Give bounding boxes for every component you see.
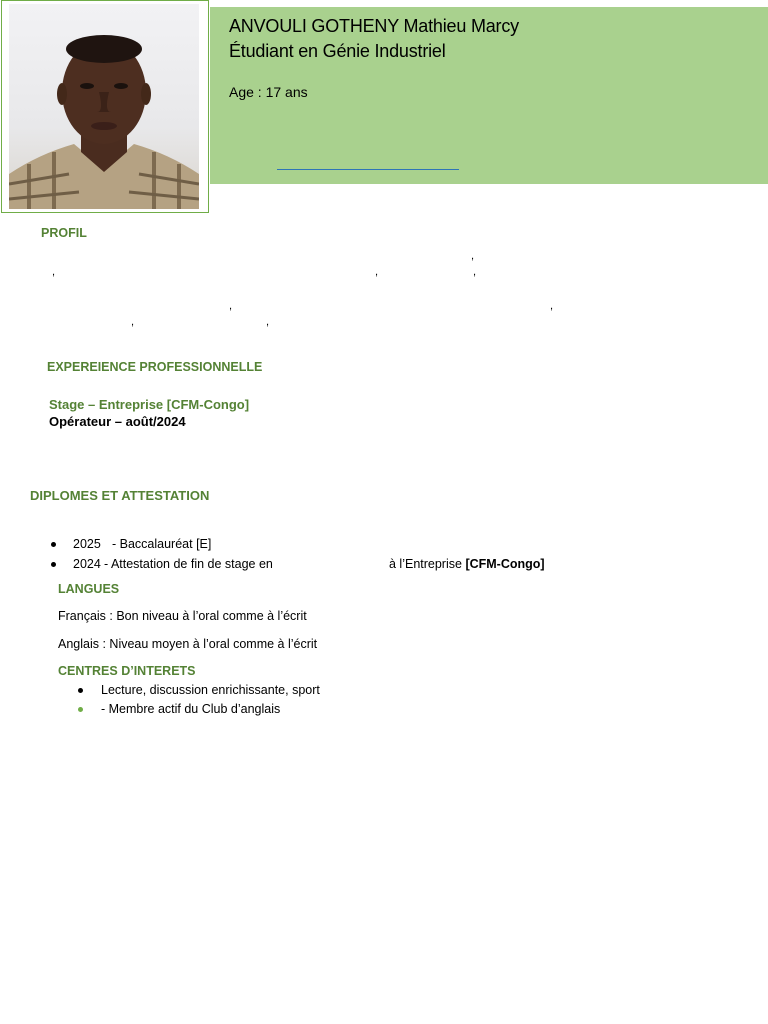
bullet-icon — [78, 688, 83, 693]
interest-item: Lecture, discussion enrichissante, sport — [101, 683, 320, 697]
interest-item: - Membre actif du Club d’anglais — [101, 702, 281, 716]
experience-stage: Stage – Entreprise [CFM-Congo] — [49, 397, 250, 412]
profile-comma: , — [471, 250, 475, 262]
diploma-suffix: à l’Entreprise — [389, 557, 466, 571]
profile-comma: , — [52, 266, 56, 278]
diploma-company: [CFM-Congo] — [465, 557, 545, 571]
experience-position: Opérateur – août/2024 — [49, 414, 186, 429]
profile-comma: , — [266, 316, 270, 328]
experience-section-title: EXPEREIENCE PROFESSIONNELLE — [47, 360, 263, 374]
diploma-year: 2024 — [73, 557, 101, 571]
profile-comma: , — [229, 300, 233, 312]
diploma-company-line — [389, 557, 545, 571]
profile-comma: , — [375, 266, 379, 278]
profile-comma: , — [131, 316, 135, 328]
languages-section-title: LANGUES — [58, 582, 120, 596]
candidate-role: Étudiant en Génie Industriel — [229, 41, 446, 61]
profile-comma: , — [550, 300, 554, 312]
profile-section-title: PROFIL — [41, 226, 87, 240]
profile-comma: , — [473, 266, 477, 278]
language-item: Français : Bon niveau à l’oral comme à l’écrit — [58, 609, 307, 623]
diploma-year: 2025 — [73, 537, 101, 551]
candidate-age: Age : 17 ans — [229, 84, 308, 100]
email-link-underline[interactable] — [277, 169, 459, 170]
candidate-name: ANVOULI GOTHENY Mathieu Marcy — [229, 16, 519, 36]
bullet-icon — [51, 542, 56, 547]
diplomas-section-title: DIPLOMES ET ATTESTATION — [30, 488, 210, 503]
bullet-icon — [51, 562, 56, 567]
interests-section-title: CENTRES D’INTERETS — [58, 664, 196, 678]
bullet-icon — [78, 707, 83, 712]
language-item: Anglais : Niveau moyen à l’oral comme à l’écrit — [58, 637, 318, 651]
diploma-text: - Baccalauréat [E] — [112, 537, 212, 551]
profile-photo — [9, 4, 199, 209]
diploma-text: - Attestation de fin de stage en — [104, 557, 273, 571]
